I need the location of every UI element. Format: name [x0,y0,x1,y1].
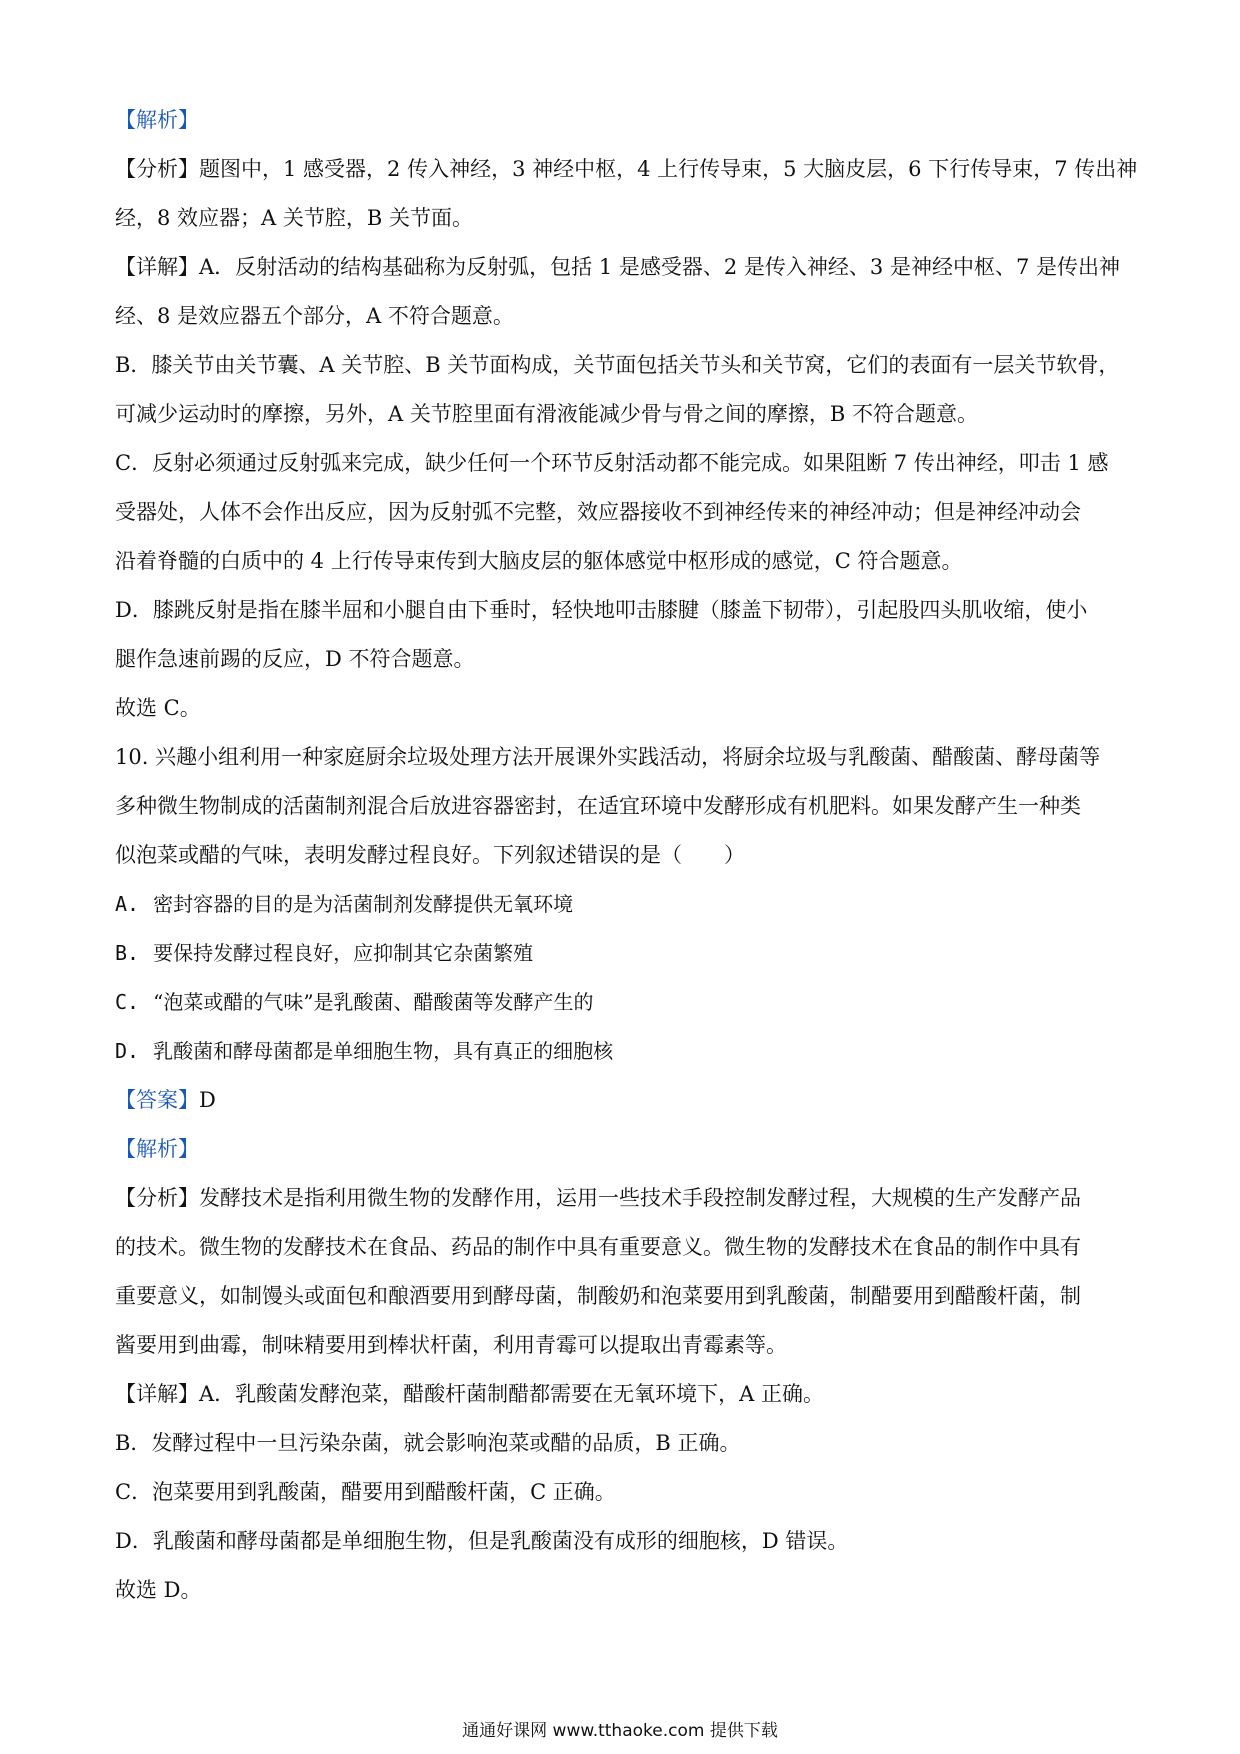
option-b-explanation-1: B．膝关节由关节囊、A 关节腔、B 关节面构成，关节面包括关节头和关节窝，它们的表面有一层关节软骨， [115,353,1120,377]
document-body [115,96,1138,1615]
q10-fenxi-line-3: 重要意义，如制馒头或面包和酿酒要用到酵母菌，制酸奶和泡菜要用到乳酸菌，制醋要用到醋酸杆菌，制 [115,1284,1081,1308]
xiangjie-line-2: 经、8 是效应器五个部分，A 不符合题意。 [115,304,514,328]
option-d [115,1027,1135,1076]
option-c-explanation-2: 受器处，人体不会作出反应，因为反射弧不完整，效应器接收不到神经传来的神经冲动；但是神经冲动会 [115,500,1081,524]
option-b-explanation-2: 可减少运动时的摩擦，另外，A 关节腔里面有滑液能减少骨与骨之间的摩擦，B 不符合题意。 [115,402,978,426]
option-c-explanation-3: 沿着脊髓的白质中的 4 上行传导束传到大脑皮层的躯体感觉中枢形成的感觉，C 符合题意。 [115,549,963,573]
xiangjie-text: A．乳酸菌发酵泡菜，醋酸杆菌制醋都需要在无氧环境下，A 正确。 [199,1382,825,1406]
option-letter: D. [115,1039,140,1063]
q10-option-b-explanation: B．发酵过程中一旦污染杂菌，就会影响泡菜或醋的品质，B 正确。 [115,1431,741,1455]
question-10-stem-2: 多种微生物制成的活菌制剂混合后放进容器密封，在适宜环境中发酵形成有机肥料。如果发酵产生一种类 [115,794,1081,818]
question-10-stem-1: 10. 兴趣小组利用一种家庭厨余垃圾处理方法开展课外实践活动，将厨余垃圾与乳酸菌、醋酸菌、酵母菌等 [115,745,1101,769]
q10-fenxi-line-2: 的技术。微生物的发酵技术在食品、药品的制作中具有重要意义。微生物的发酵技术在食品的制作中具有 [115,1235,1081,1259]
option-text: 要保持发酵过程良好，应抑制其它杂菌繁殖 [153,941,534,965]
fenxi-line-1 [115,145,1138,194]
q10-fenxi-line-4: 酱要用到曲霉，制味精要用到棒状杆菌，利用青霉可以提取出青霉素等。 [115,1333,787,1357]
option-d-explanation-2: 腿作急速前踢的反应，D 不符合题意。 [115,647,475,671]
option-c-explanation-1: C．反射必须通过反射弧来完成，缺少任何一个环节反射活动都不能完成。如果阻断 7 传出神经，叩击 1 感 [115,451,1109,475]
xiangjie-text: A．反射活动的结构基础称为反射弧，包括 1 是感受器、2 是传入神经、3 是神经中枢、7 是传出神 [199,255,1120,279]
fenxi-text: 题图中，1 感受器，2 传入神经，3 神经中枢，4 上行传导束，5 大脑皮层，6 下行传导束，7 传出神 [199,157,1138,181]
answer-value: D [199,1088,216,1112]
page-footer: 通通好课网 www.tthaoke.com 提供下载 [462,1721,778,1741]
xiangjie-line-1 [115,243,1135,292]
fenxi-line-2: 经，8 效应器；A 关节腔，B 关节面。 [115,206,473,230]
option-text: 乳酸菌和酵母菌都是单细胞生物，具有真正的细胞核 [153,1039,614,1063]
answer-tag: 【答案】 [115,1088,199,1112]
jiexi-tag: 【解析】 [115,1137,199,1161]
option-text: “泡菜或醋的气味”是乳酸菌、醋酸菌等发酵产生的 [153,990,594,1014]
option-d-explanation-1: D．膝跳反射是指在膝半屈和小腿自由下垂时，轻快地叩击膝腱（膝盖下韧带），引起股四头肌收缩，使小 [115,598,1088,622]
option-text: 密封容器的目的是为活菌制剂发酵提供无氧环境 [153,892,574,916]
q10-xiangjie-line-1 [115,1370,1135,1419]
option-c [115,978,1135,1027]
answer-line [115,1076,1135,1125]
fenxi-tag: 【分析】 [115,1186,199,1210]
q10-conclusion: 故选 D。 [115,1578,202,1602]
question-10-stem-3: 似泡菜或醋的气味，表明发酵过程良好。下列叙述错误的是（ ） [115,843,745,867]
fenxi-tag: 【分析】 [115,157,199,181]
xiangjie-tag: 【详解】 [115,1382,199,1406]
q10-fenxi-line-1 [115,1174,1135,1223]
analysis-heading [115,96,1135,145]
xiangjie-tag: 【详解】 [115,255,199,279]
fenxi-text: 发酵技术是指利用微生物的发酵作用，运用一些技术手段控制发酵过程，大规模的生产发酵产品 [199,1186,1081,1210]
option-letter: C. [115,990,140,1014]
jiexi-tag: 【解析】 [115,108,199,132]
q9-conclusion: 故选 C。 [115,696,201,720]
analysis-heading-2 [115,1125,1135,1174]
option-letter: A. [115,892,140,916]
option-letter: B. [115,941,140,965]
q10-option-c-explanation: C．泡菜要用到乳酸菌，醋要用到醋酸杆菌，C 正确。 [115,1480,616,1504]
option-b [115,929,1135,978]
option-a [115,880,1135,929]
q10-option-d-explanation: D．乳酸菌和酵母菌都是单细胞生物，但是乳酸菌没有成形的细胞核，D 错误。 [115,1529,849,1553]
